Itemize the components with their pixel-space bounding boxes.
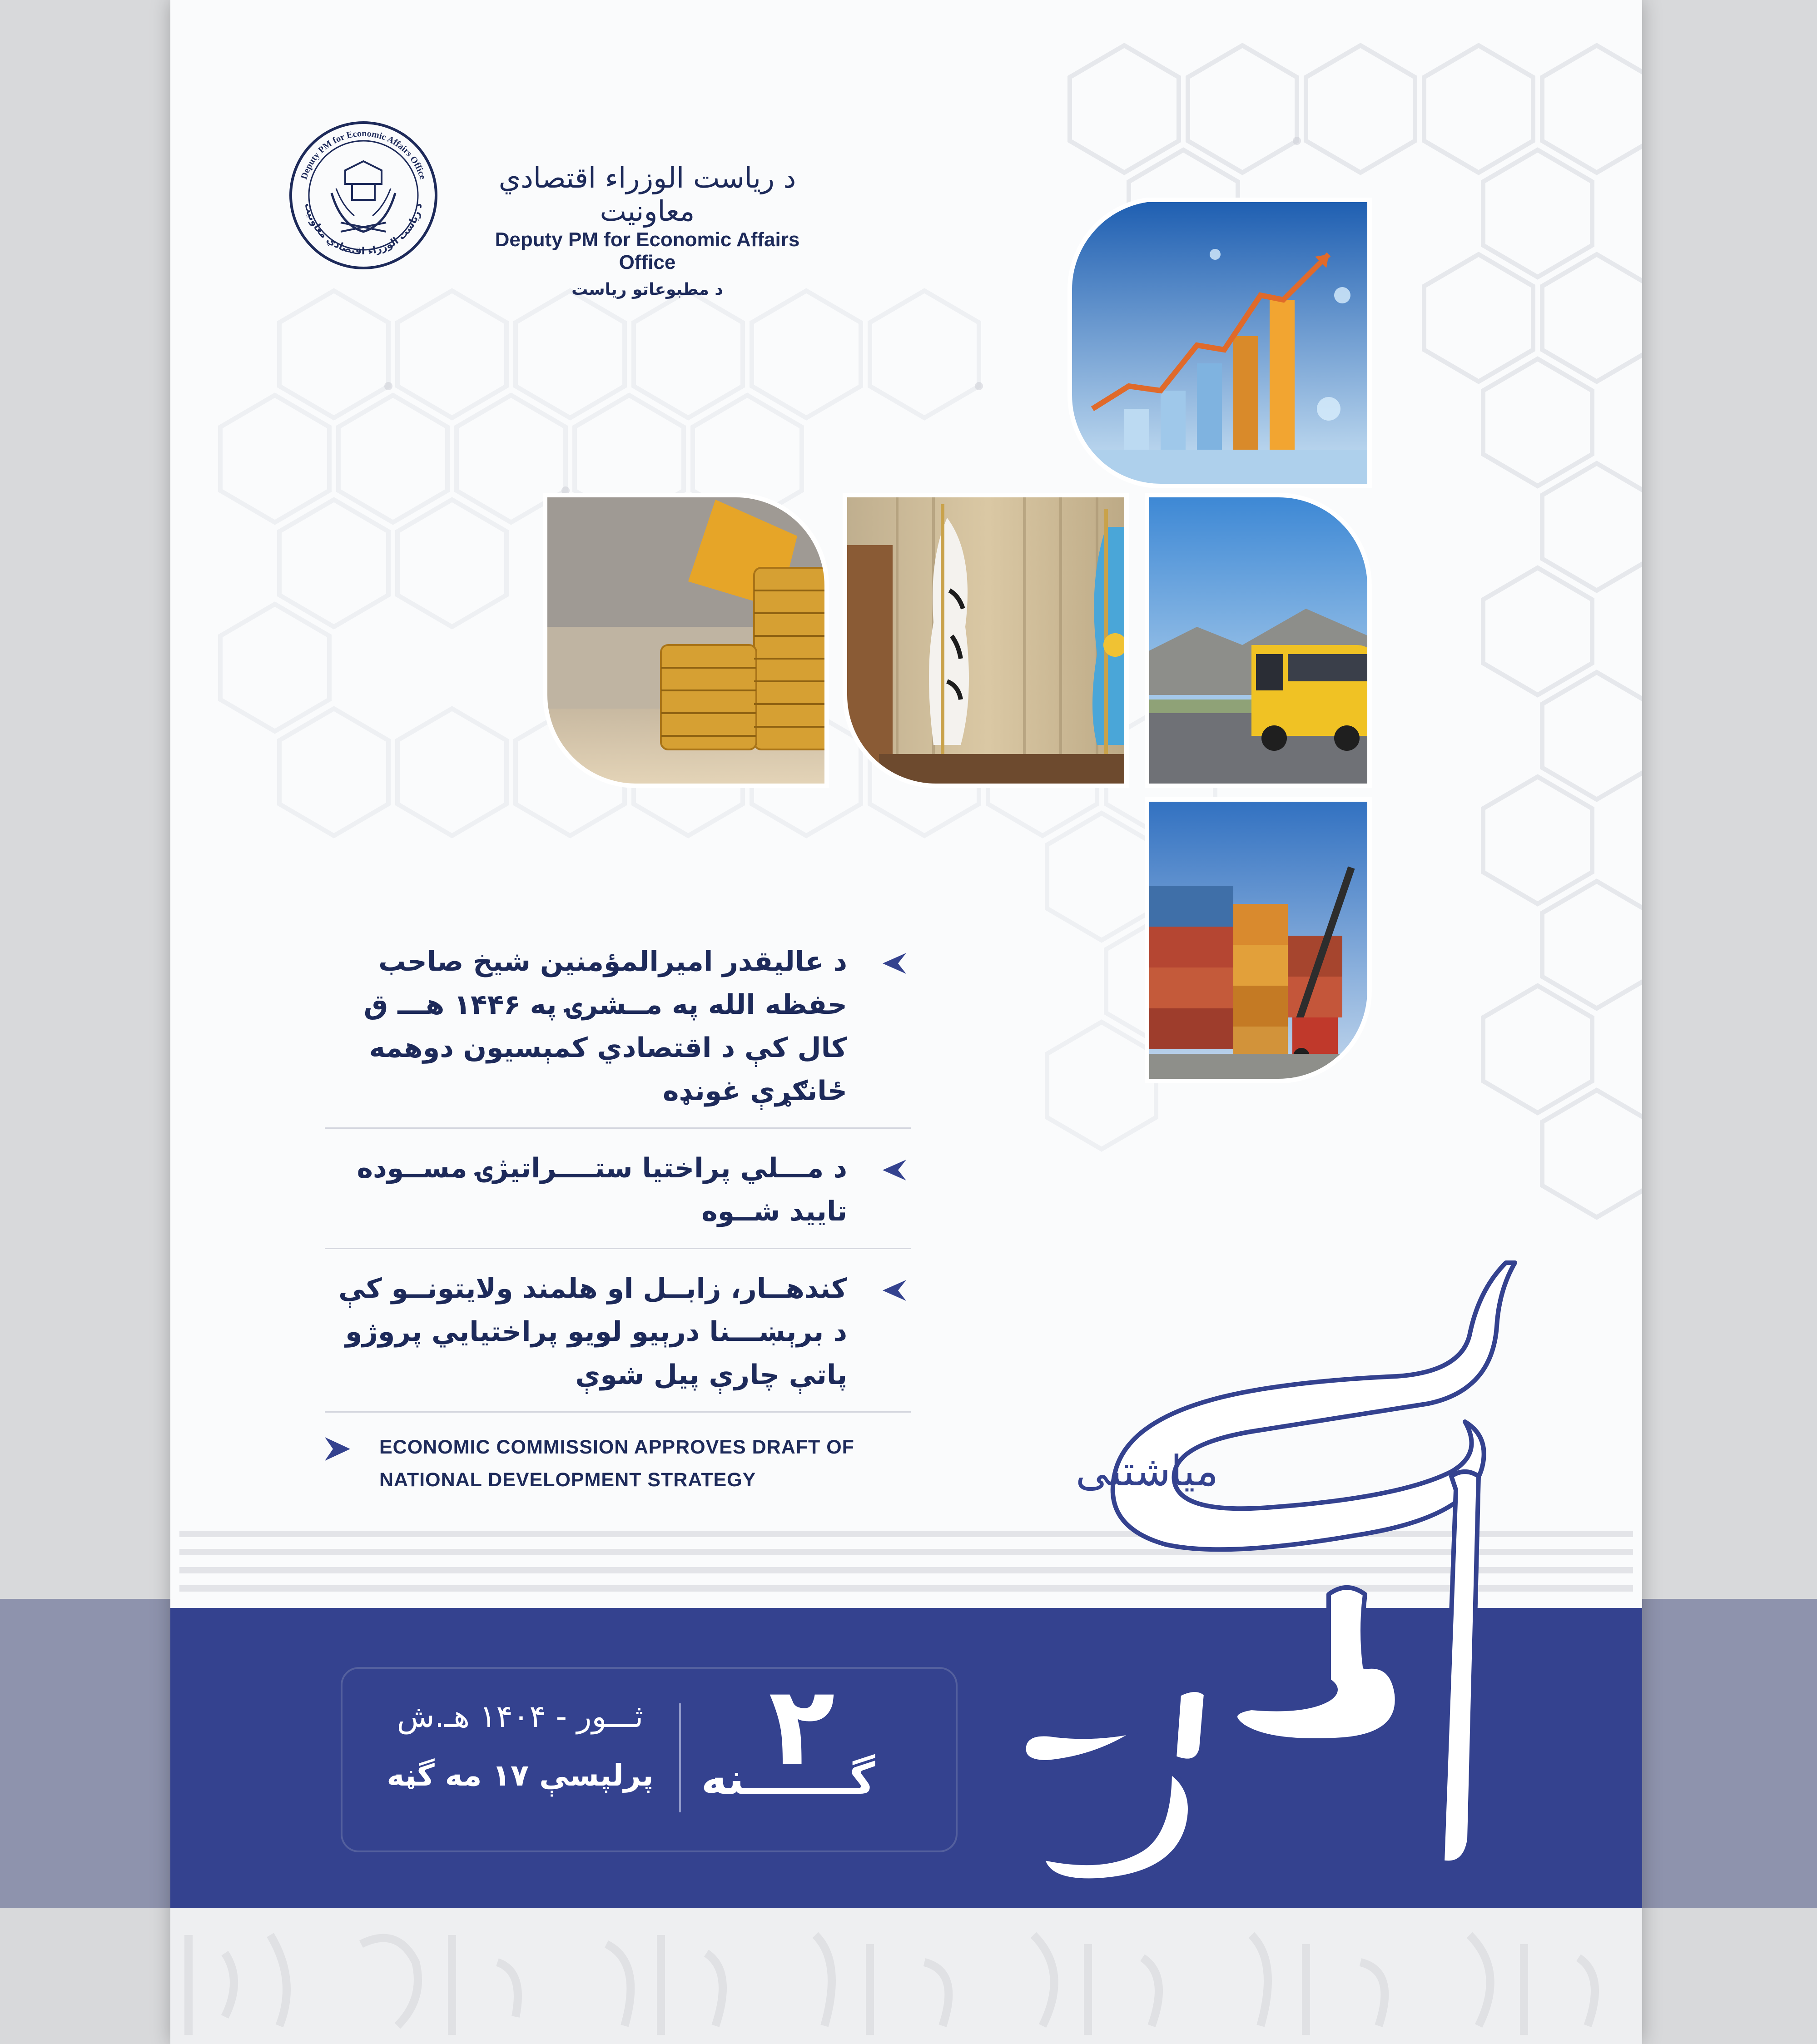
issue-date: ثـــور - ۱۴۰۴ هـ.ش (397, 1699, 644, 1735)
arrow-left-icon (883, 1160, 906, 1181)
photo-gold-coins (543, 491, 845, 790)
divider (325, 1411, 911, 1413)
arrow-left-icon (883, 1280, 906, 1301)
headline-item[interactable] (325, 1147, 915, 1233)
divider (325, 1248, 911, 1249)
masthead-title (943, 1249, 1579, 1930)
issue-series-note: پرلپسې ۱۷ مه گڼه (387, 1758, 654, 1793)
headline-item[interactable] (325, 1267, 915, 1397)
org-name-arabic: د ریاست الوزراء اقتصادي معاونیت (498, 161, 796, 228)
english-headline-text: ECONOMIC COMMISSION APPROVES DRAFT OF NATIONAL DEVELOPMENT STRATEGY (379, 1436, 854, 1491)
bottom-calligraphy-pattern (170, 1917, 1642, 2044)
photo-growth-chart (1056, 195, 1374, 491)
seal-text-ar: د ریاست الوزراء اقتصادي معاونیت (302, 202, 425, 258)
divider (325, 1127, 911, 1129)
headline-list (325, 940, 915, 1496)
org-name-english: Deputy PM for Economic Affairs Office (495, 228, 800, 273)
photo-shipping-containers (1142, 795, 1379, 1090)
english-headline[interactable] (325, 1431, 915, 1496)
headline-item[interactable] (325, 940, 915, 1113)
masthead-title-text: ابادي (943, 1249, 944, 1250)
headline-text: د عالیقدر امیرالمؤمنین شیخ صاحب حفظه الله په مــشرۍ په ۱۴۴۶ هـــ ق کال کې د اقتصادي کمېسیون دوهمه ځانګړې غونډه (363, 946, 847, 1107)
arrow-left-icon (883, 953, 906, 974)
org-subtitle: د مطبوعاتو رياست (571, 280, 723, 299)
seal-text-en: Deputy PM for Economic Affairs Office (299, 128, 428, 181)
masthead-subtitle: میاشتنی (1075, 1447, 1219, 1495)
issue-divider (679, 1703, 681, 1812)
headline-text: د مـــلي پراختیا ستــــراتیژۍ مســوده تایید شــوه (357, 1152, 847, 1227)
arrow-right-icon (325, 1437, 350, 1461)
magazine-cover (170, 0, 1642, 2044)
issue-number: ۲ (768, 1662, 835, 1790)
issue-label: گـــــــنه (701, 1753, 875, 1804)
headline-text: کندهــار، زابــل او هلمند ولایتونــو کې د برېښـــنا درېیو لویو پراختیایي پروژو پاتې چارې پیل شوې (338, 1273, 847, 1391)
photo-flags (843, 491, 1133, 790)
photo-bus (1142, 491, 1379, 790)
